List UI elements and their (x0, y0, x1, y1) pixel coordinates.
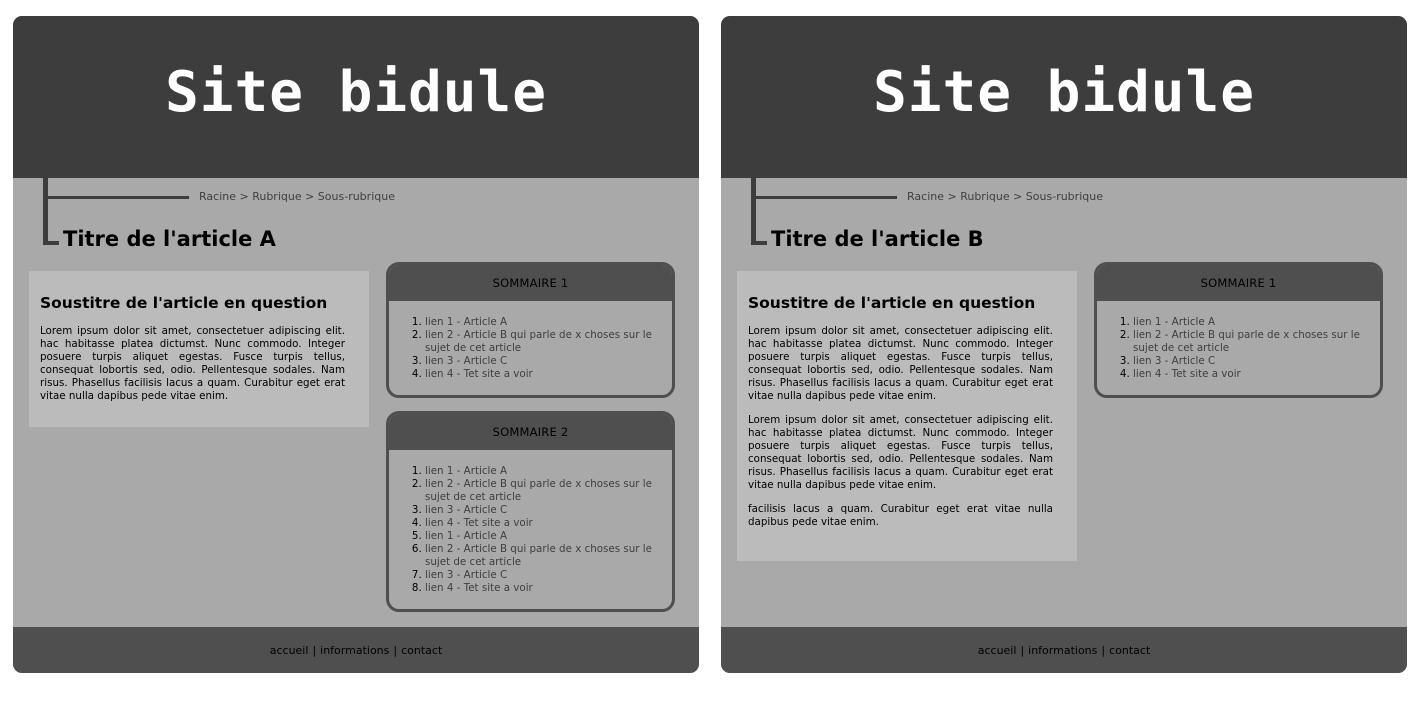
sommaire-link[interactable]: 7. lien 3 - Article C (425, 569, 664, 582)
tree-connector (751, 178, 756, 245)
footer-link-informations[interactable]: informations (320, 643, 390, 657)
sommaire-title: SOMMAIRE 1 (1097, 265, 1380, 301)
sommaire-link[interactable]: 3. lien 3 - Article C (425, 504, 664, 517)
breadcrumb[interactable]: Racine > Rubrique > Sous-rubrique (907, 190, 1103, 203)
page-mockup-b (721, 16, 1407, 673)
footer-link-accueil[interactable]: accueil (977, 643, 1017, 657)
tree-connector-foot (43, 241, 59, 245)
article-paragraph: Lorem ipsum dolor sit amet, consectetuer adipiscing elit. hac habitasse platea dictumst. Nunc commodo. Integer posuere turpis aliquet egestas. Fusce turpis tellus, consequat lobortis sed, odio. Pellentesque sodales. Nam risus. Phasellus facilisis lacus a quam. Curabitur eget erat vitae nulla dapibus pede vitae enim. (748, 325, 1053, 402)
tree-connector-foot (751, 241, 767, 245)
sommaire-link[interactable]: 6. lien 2 - Article B qui parle de x choses sur le sujet de cet article (425, 543, 664, 569)
sommaire-1-box (386, 262, 675, 398)
article-paragraph: Lorem ipsum dolor sit amet, consectetuer adipiscing elit. hac habitasse platea dictumst. Nunc commodo. Integer posuere turpis aliquet egestas. Fusce turpis tellus, consequat lobortis sed, odio. Pellentesque sodales. Nam risus. Phasellus facilisis lacus a quam. Curabitur eget erat vitae nulla dapibus pede vitae enim. (40, 325, 345, 402)
footer-separator: | (1101, 643, 1106, 657)
sommaire-link[interactable]: 2. lien 2 - Article B qui parle de x choses sur le sujet de cet article (1133, 329, 1372, 355)
sommaire-list (1097, 301, 1380, 395)
site-header (13, 16, 699, 178)
article-content (737, 271, 1077, 561)
sommaire-link[interactable]: 1. lien 1 - Article A (425, 316, 664, 329)
article-paragraph: Lorem ipsum dolor sit amet, consectetuer adipiscing elit. hac habitasse platea dictumst. Nunc commodo. Integer posuere turpis aliquet egestas. Fusce turpis tellus, consequat lobortis sed, odio. Pellentesque sodales. Nam risus. Phasellus facilisis lacus a quam. Curabitur eget erat vitae nulla dapibus pede vitae enim. (748, 414, 1053, 491)
sommaire-link[interactable]: 4. lien 4 - Tet site a voir (425, 517, 664, 530)
sommaire-1-box (1094, 262, 1383, 398)
article-subtitle: Soustitre de l'article en question (40, 294, 328, 312)
site-footer (721, 627, 1407, 673)
footer-link-contact[interactable]: contact (1109, 643, 1151, 657)
sommaire-link[interactable]: 2. lien 2 - Article B qui parle de x choses sur le sujet de cet article (425, 478, 664, 504)
site-header (721, 16, 1407, 178)
sommaire-title: SOMMAIRE 2 (389, 414, 672, 450)
sommaire-list (389, 450, 672, 609)
article-paragraph: facilisis lacus a quam. Curabitur eget erat vitae nulla dapibus pede vitae enim. (748, 503, 1053, 528)
sommaire-link[interactable]: 1. lien 1 - Article A (1133, 316, 1372, 329)
footer-link-informations[interactable]: informations (1028, 643, 1098, 657)
article-content (29, 271, 369, 427)
footer-separator: | (393, 643, 398, 657)
sommaire-link[interactable]: 5. lien 1 - Article A (425, 530, 664, 543)
tree-connector (43, 178, 48, 245)
breadcrumb[interactable]: Racine > Rubrique > Sous-rubrique (199, 190, 395, 203)
sommaire-link[interactable]: 2. lien 2 - Article B qui parle de x choses sur le sujet de cet article (425, 329, 664, 355)
sommaire-link[interactable]: 3. lien 3 - Article C (1133, 355, 1372, 368)
article-title: Titre de l'article A (63, 227, 276, 251)
tree-connector-branch (43, 196, 189, 199)
article-subtitle: Soustitre de l'article en question (748, 294, 1036, 312)
footer-link-contact[interactable]: contact (401, 643, 443, 657)
sommaire-link[interactable]: 8. lien 4 - Tet site a voir (425, 582, 664, 595)
site-title[interactable]: Site bidule (873, 59, 1255, 125)
footer-separator: | (1020, 643, 1025, 657)
tree-connector-branch (751, 196, 897, 199)
sommaire-title: SOMMAIRE 1 (389, 265, 672, 301)
article-title: Titre de l'article B (771, 227, 984, 251)
sommaire-link[interactable]: 4. lien 4 - Tet site a voir (425, 368, 664, 381)
sommaire-link[interactable]: 4. lien 4 - Tet site a voir (1133, 368, 1372, 381)
sommaire-list (389, 301, 672, 395)
footer-link-accueil[interactable]: accueil (269, 643, 309, 657)
page-mockup-a (13, 16, 699, 673)
sommaire-link[interactable]: 3. lien 3 - Article C (425, 355, 664, 368)
sommaire-link[interactable]: 1. lien 1 - Article A (425, 465, 664, 478)
site-title[interactable]: Site bidule (165, 59, 547, 125)
sommaire-2-box (386, 411, 675, 612)
footer-separator: | (312, 643, 317, 657)
site-footer (13, 627, 699, 673)
